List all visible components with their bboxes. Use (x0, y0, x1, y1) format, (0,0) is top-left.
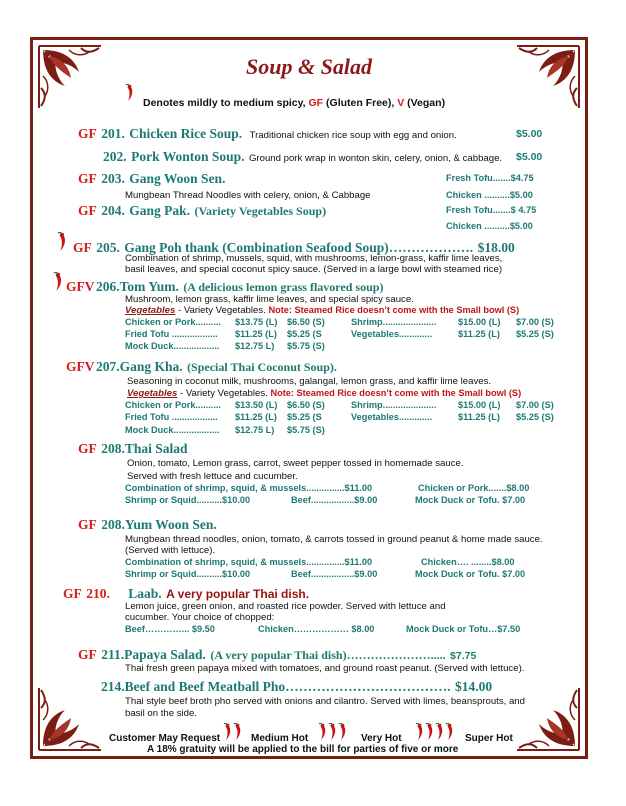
chili-icon (57, 232, 68, 252)
option-label: Mock Duck.................. (125, 425, 220, 435)
corner-ornament-icon (513, 684, 583, 754)
option-label: Mock Duck.................. (125, 341, 220, 351)
price: $15.00 (L) (458, 317, 501, 327)
option-label: Chicken or Pork.......... (125, 317, 221, 327)
menu-item-203: GF 203. Gang Woon Sen. (78, 171, 226, 186)
price: $12.75 L) (235, 341, 275, 351)
option-label: Fried Tofu .................. (125, 329, 218, 339)
price: Combination of shrimp, squid, & mussels...............$11.00 (125, 483, 373, 493)
price: Shrimp or Squid..........$10.00 (125, 569, 251, 579)
menu-item-201: GF 201. Chicken Rice Soup. Traditional chicken rice soup with egg and onion. (78, 126, 457, 141)
price: $12.75 L) (235, 425, 275, 435)
menu-frame (30, 37, 588, 759)
price: $5.25 (S (287, 412, 322, 422)
price: Beef.................$9.00 (291, 569, 378, 579)
chili-icon (435, 723, 445, 741)
item-description: basil on the side. (125, 708, 197, 719)
menu-item-205: GF 205. Gang Poh thank (Combination Seafood Soup)………………. $18.00 (73, 240, 515, 255)
menu-item-207: GFV 207.Gang Kha. (Special Thai Coconut Soup). (66, 359, 337, 374)
menu-item-208-yum-woon-sen: GF 208.Yum Woon Sen. (78, 517, 217, 532)
chili-icon (53, 272, 64, 292)
chili-icon (328, 723, 338, 741)
chili-icon (338, 723, 348, 741)
price: $5.25 (S) (516, 412, 554, 422)
menu-item-211: GF 211.Papaya Salad. (A very popular Thai dish)…………………..... $7.75 (78, 647, 477, 662)
chili-icon (425, 723, 435, 741)
menu-item-204: GF 204. Gang Pak. (Variety Vegetables Soup) (78, 203, 327, 218)
price: $15.00 (L) (458, 400, 501, 410)
footer-gratuity: A 18% gratuity will be applied to the bill for parties of five or more (147, 744, 459, 755)
footer-request: Customer May Request (109, 733, 221, 744)
price: Chicken or Pork.......$8.00 (418, 483, 530, 493)
price: Combination of shrimp, squid, & mussels...............$11.00 (125, 557, 373, 567)
price: $6.50 (S) (287, 400, 325, 410)
item-description: Thai fresh green papaya mixed with tomatoes, and ground roast peanut. (Served with lettuce). (125, 663, 525, 674)
item-description: Mushroom, lemon grass, kaffir lime leaves, and special spicy sauce. (125, 294, 414, 305)
chili-icon (125, 84, 135, 102)
corner-ornament-icon (35, 684, 105, 754)
price: $6.50 (S) (287, 317, 325, 327)
price: $5.75 (S) (287, 425, 325, 435)
option-label: Vegetables............. (351, 329, 433, 339)
item-description: Onion, tomato, Lemon grass, carrot, sweet pepper tossed in homemade sauce. (127, 458, 464, 469)
price: Mock Duck or Tofu…$7.50 (406, 624, 521, 634)
price: Beef…………... $9.50 (125, 624, 215, 634)
chili-icon (415, 723, 425, 741)
price: Beef.................$9.00 (291, 495, 378, 505)
footer-super-hot: Super Hot (465, 733, 513, 744)
price: $5.00 (516, 151, 543, 163)
price: Chicken ..........$5.00 (446, 221, 533, 231)
price: Shrimp or Squid..........$10.00 (125, 495, 251, 505)
menu-item-208-thai-salad: GF 208.Thai Salad (78, 441, 188, 456)
page-title: Soup & Salad (246, 54, 372, 79)
price: Fresh Tofu.......$4.75 (446, 173, 534, 183)
chili-icon (233, 723, 243, 741)
footer-medium-hot: Medium Hot (251, 733, 309, 744)
price: $5.00 (516, 128, 543, 140)
price: Mock Duck or Tofu. $7.00 (415, 495, 526, 505)
price: $11.25 (L) (458, 329, 500, 339)
price: Mock Duck or Tofu. $7.00 (415, 569, 526, 579)
price: $5.25 (S) (516, 329, 554, 339)
item-description: Served with fresh lettuce and cucumber. (127, 471, 298, 482)
option-label: Shrimp..................... (351, 317, 437, 327)
item-description: Mungbean Thread Noodles with celery, onion, & Cabbage (125, 190, 371, 201)
price: Chicken ..........$5.00 (446, 190, 533, 200)
price: $13.50 (L) (235, 400, 278, 410)
legend: Denotes mildly to medium spicy, GF (Gluten Free), V (Vegan) (143, 97, 446, 109)
item-description: Lemon juice, green onion, and roasted rice powder. Served with lettuce and (125, 601, 446, 612)
menu-item-206: GFV 206.Tom Yum. (A delicious lemon grass flavored soup) (66, 279, 384, 294)
price: Chicken……………… $8.00 (258, 624, 375, 634)
chili-icon (318, 723, 328, 741)
item-description: (Served with lettuce). (125, 545, 216, 556)
item-description: Mungbean thread noodles, onion, tomato, & carrots tossed in ground peanut & home made sauce. (125, 534, 543, 545)
price: $5.75 (S) (287, 341, 325, 351)
item-description: Seasoning in coconut milk, mushrooms, galangal, lemon grass, and kaffir lime leaves. (127, 376, 492, 387)
item-note: Vegetables - Variety Vegetables. Note: Steamed Rice doesn’t come with the Small bowl (S) (127, 388, 522, 399)
item-note: Vegetables - Variety Vegetables. Note: Steamed Rice doesn’t come with the Small bowl (S) (125, 305, 520, 316)
option-label: Chicken or Pork.......... (125, 400, 221, 410)
item-description: cucumber. Your choice of chopped: (125, 612, 275, 623)
option-label: Shrimp..................... (351, 400, 437, 410)
menu-item-210: GF 210. Laab. A very popular Thai dish. (63, 586, 310, 601)
price: Chicken…. ........$8.00 (421, 557, 515, 567)
menu-item-202: 202. Pork Wonton Soup. Ground pork wrap in wonton skin, celery, onion, & cabbage. (103, 149, 503, 164)
price: $11.25 (L) (235, 329, 277, 339)
item-description: Combination of shrimp, mussels, squid, with mushrooms, lemon-grass, kaffir lime leaves, (125, 253, 503, 264)
price: $11.25 (L) (235, 412, 277, 422)
price: $11.25 (L) (458, 412, 500, 422)
price: $5.25 (S (287, 329, 322, 339)
price: Fresh Tofu.......$ 4.75 (446, 205, 537, 215)
option-label: Vegetables............. (351, 412, 433, 422)
price: $7.00 (S) (516, 317, 554, 327)
chili-icon (223, 723, 233, 741)
price: $7.00 (S) (516, 400, 554, 410)
chili-icon (445, 723, 455, 741)
item-description: basil leaves, and special coconut spicy sauce. (Served in a large bowl with steamed rice) (125, 264, 503, 275)
item-description: Thai style beef broth pho served with onions and cilantro. Served with limes, beansprouts, and (125, 696, 525, 707)
footer-very-hot: Very Hot (361, 733, 402, 744)
price: $13.75 (L) (235, 317, 278, 327)
menu-item-214: 214.Beef and Beef Meatball Pho………………………………. $14.00 (101, 679, 493, 694)
option-label: Fried Tofu .................. (125, 412, 218, 422)
